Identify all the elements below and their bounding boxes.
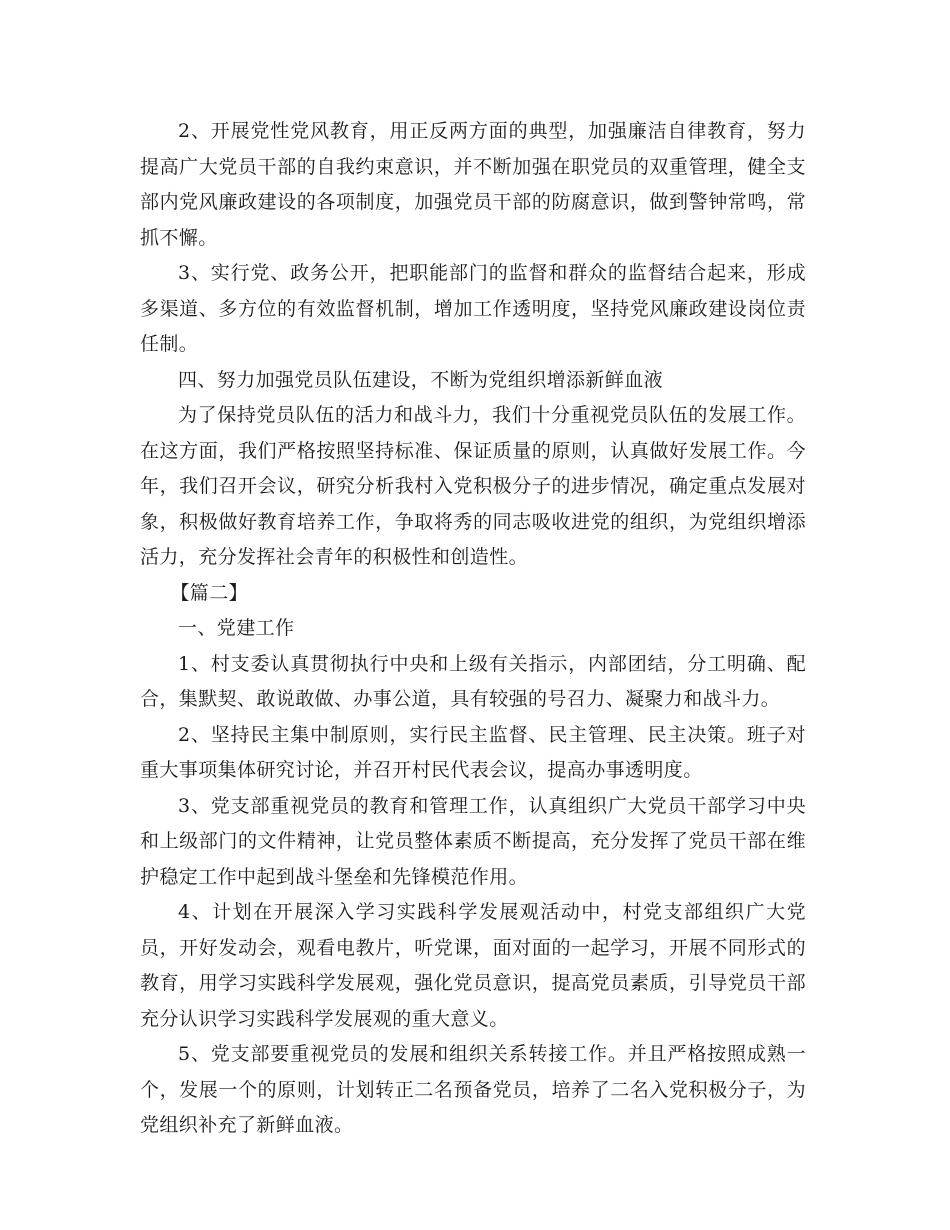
document-body [140,114,806,1144]
paragraph-item-5: 5、党支部要重视党员的发展和组织关系转接工作。并且严格按照成熟一个，发展一个的原则，计划转正二名预备党员，培养了二名入党积极分子，为党组织补充了新鲜血液。 [140,1043,806,1136]
paragraph-openness-supervision: 3、实行党、政务公开，把职能部门的监督和群众的监督结合起来，形成多渠道、多方位的有效监督机制，增加工作透明度，坚持党风廉政建设岗位责任制。 [140,262,806,355]
paragraph-member-development: 为了保持党员队伍的活力和战斗力，我们十分重视党员队伍的发展工作。在这方面，我们严格按照坚持标准、保证质量的原则，认真做好发展工作。今年，我们召开会议，研究分析我村入党积极分子的进步情况，确定重点发展对象，积极做好教育培养工作，争取将秀的同志吸收进党的组织，为党组织增添活力，充分发挥社会青年的积极性和创造性。 [140,404,806,568]
paragraph-discipline-education: 2、开展党性党风教育，用正反两方面的典型，加强廉洁自律教育，努力提高广大党员干部的自我约束意识，并不断加强在职党员的双重管理，健全支部内党风廉政建设的各项制度，加强党员干部的防腐意识，做到警钟常鸣，常抓不懈。 [140,120,806,249]
section-heading-team-building: 四、努力加强党员队伍建设，不断为党组织增添新鲜血液 [178,368,664,391]
paragraph-item-2: 2、坚持民主集中制原则，实行民主监督、民主管理、民主决策。班子对重大事项集体研究讨论，并召开村民代表会议，提高办事透明度。 [140,723,806,781]
part-heading-two: 【篇二】 [170,581,248,604]
section-heading-party-work: 一、党建工作 [178,617,295,639]
paragraph-item-3: 3、党支部重视党员的教育和管理工作，认真组织广大党员干部学习中央和上级部门的文件精神，让党员整体素质不断提高，充分发挥了党员干部在维护稳定工作中起到战斗堡垒和先锋模范作用。 [140,794,806,888]
paragraph-item-4: 4、计划在开展深入学习实践科学发展观活动中，村党支部组织广大党员，开好发动会，观看电教片，听党课，面对面的一起学习，开展不同形式的教育，用学习实践科学发展观，强化党员意识，提高党员素质，引导党员干部充分认识学习实践科学发展观的重大意义。 [140,901,806,1030]
paragraph-item-1: 1、村支委认真贯彻执行中央和上级有关指示，内部团结，分工明确、配合，集默契、敢说敢做、办事公道，具有较强的号召力、凝聚力和战斗力。 [140,652,806,710]
